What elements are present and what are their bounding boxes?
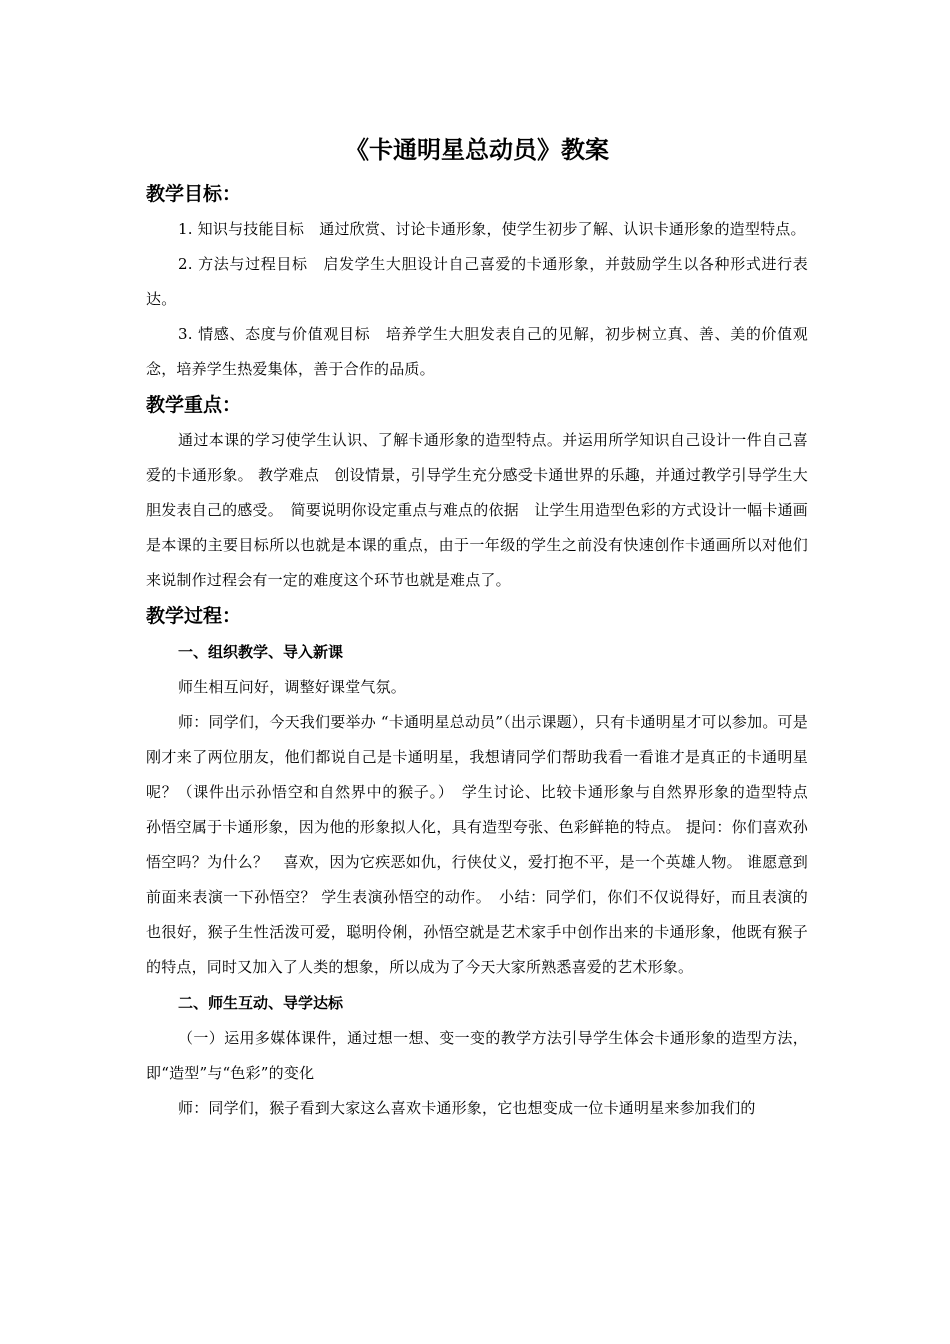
key-points-heading: 教学重点：: [146, 394, 242, 416]
part1-heading: 一、组织教学、导入新课: [178, 643, 344, 661]
part2-para1: （一）运用多媒体课件，通过想一想、变一变的教学方法引导学生体会卡通形象的造型方法，即“造型”与“色彩”的变化: [146, 1029, 808, 1082]
key-points-text: 通过本课的学习使学生认识、了解卡通形象的造型特点。并运用所学知识自己设计一件自己喜爱的卡通形象。 教学难点 创设情景，引导学生充分感受卡通世界的乐趣，并通过教学引导学生大胆发表自己的感受。 简要说明你设定重点与难点的依据 让学生用造型色彩的方式设计一幅卡通画是本课的主要目标所以也就是本课的重点，由于一年级的学生之前没有快速创作卡通画所以对他们来说制作过程会有一定的难度这个环节也就是难点了。: [146, 431, 808, 589]
key-points-section: [146, 387, 808, 598]
objectives-section: [146, 176, 808, 387]
part2-heading: 二、师生互动、导学达标: [178, 994, 344, 1012]
objective-item-3: 3. 情感、态度与价值观目标 培养学生大胆发表自己的见解，初步树立真、善、美的价值观念，培养学生热爱集体，善于合作的品质。: [146, 325, 808, 378]
process-section: [146, 598, 824, 1126]
process-heading: 教学过程：: [146, 605, 242, 627]
part2-para2: 师：同学们，猴子看到大家这么喜欢卡通形象，它也想变成一位卡通明星来参加我们的: [178, 1099, 756, 1117]
objective-item-2: 2. 方法与过程目标 启发学生大胆设计自己喜爱的卡通形象，并鼓励学生以各种形式进行表达。: [146, 255, 808, 308]
part1-para2: 师：同学们，今天我们要举办 “卡通明星总动员”（出示课题），只有卡通明星才可以参加。可是刚才来了两位朋友，他们都说自己是卡通明星，我想请同学们帮助我看一看谁才是真正的卡通明星呢？（课件出示孙悟空和自然界中的猴子。） 学生讨论、比较卡通形象与自然界形象的造型特点 孙悟空属于卡通形象，因为他的形象拟人化，具有造型夸张、色彩鲜艳的特点。 提问：你们喜欢孙悟空吗？为什么？ 喜欢，因为它疾恶如仇，行侠仗义，爱打抱不平，是一个英雄人物。 谁愿意到前面来表演一下孙悟空？ 学生表演孙悟空的动作。 小结：同学们，你们不仅说得好，而且表演的也很好，猴子生性活泼可爱，聪明伶俐，孙悟空就是艺术家手中创作出来的卡通形象，他既有猴子的特点，同时又加入了人类的想象，所以成为了今天大家所熟悉喜爱的艺术形象。: [146, 713, 824, 976]
objective-item-1: 1. 知识与技能目标 通过欣赏、讨论卡通形象，使学生初步了解、认识卡通形象的造型特点。: [178, 220, 806, 238]
document-page: [146, 128, 824, 1126]
objectives-heading: 教学目标：: [146, 183, 242, 205]
part1-para1: 师生相互问好，调整好课堂气氛。: [178, 678, 407, 696]
document-title: 《卡通明星总动员》教案: [345, 136, 609, 164]
